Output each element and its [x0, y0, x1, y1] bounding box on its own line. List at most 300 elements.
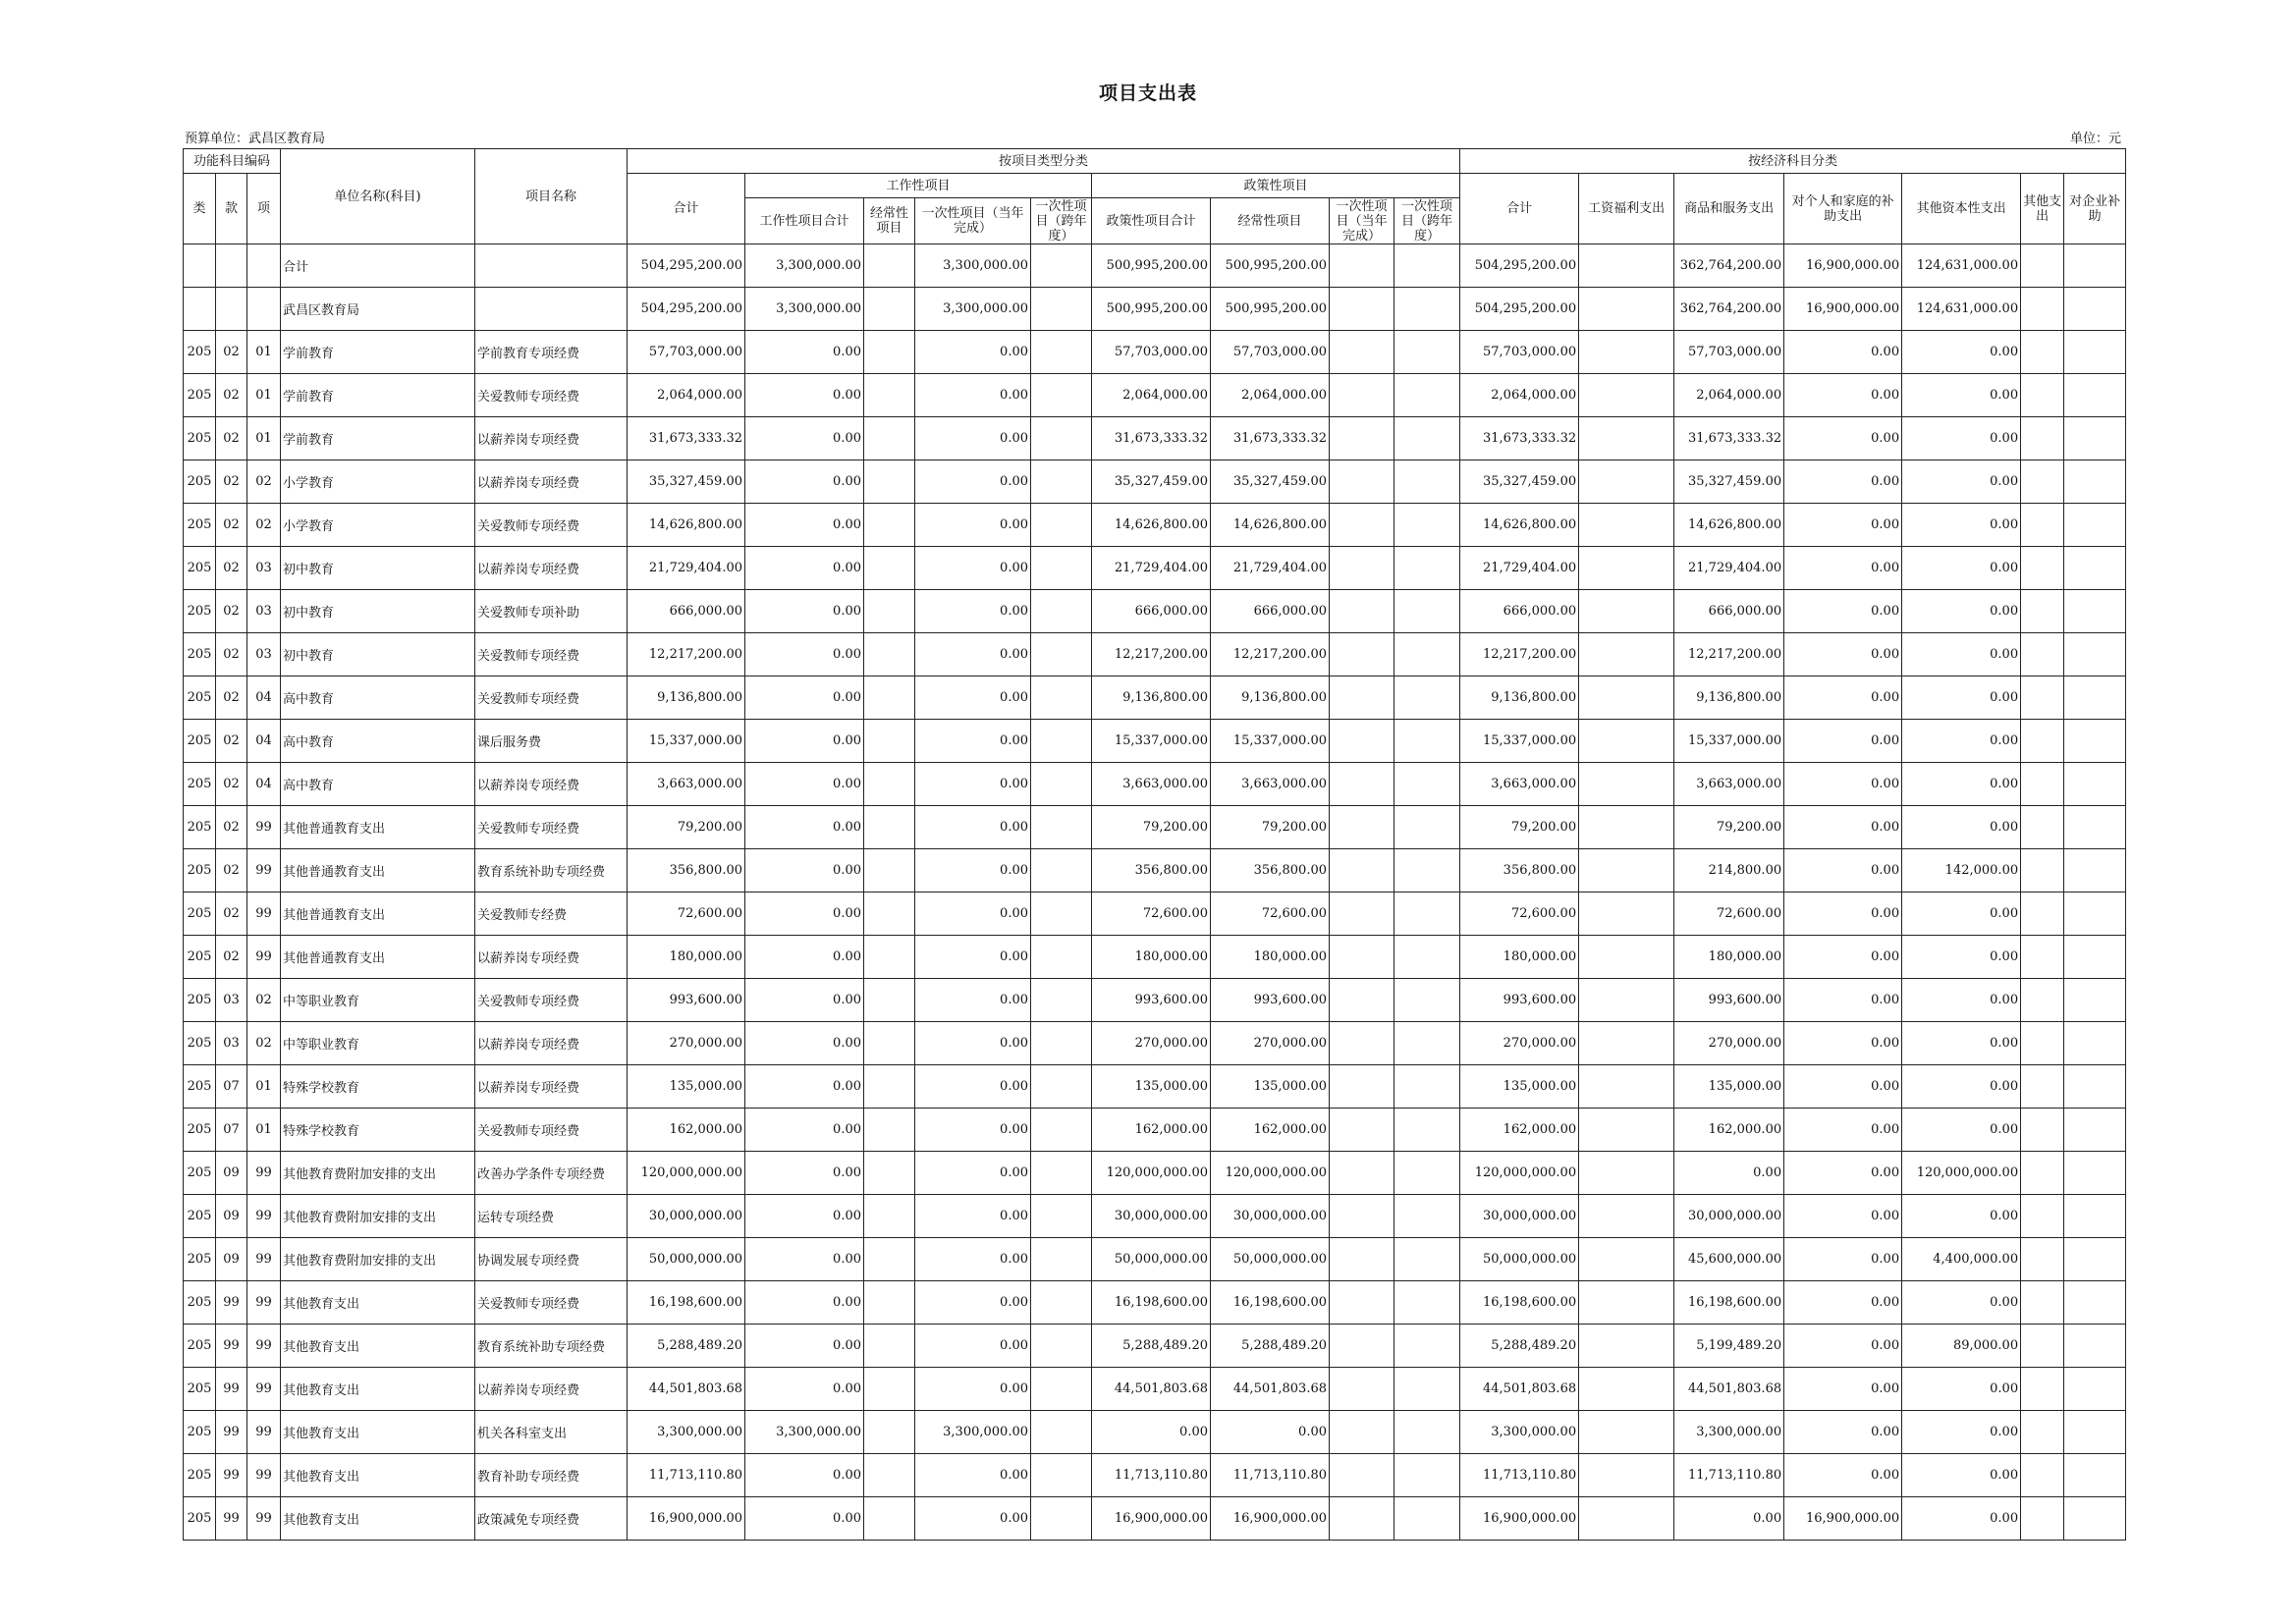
cell-unit: 初中教育	[281, 590, 475, 633]
cell-capital: 0.00	[1902, 460, 2021, 504]
cell-onetime-cur: 0.00	[915, 504, 1031, 547]
cell-work-total: 0.00	[745, 893, 864, 936]
cell-total: 3,300,000.00	[628, 1411, 745, 1454]
cell-onetime-cross	[1031, 504, 1092, 547]
cell-goods: 180,000.00	[1674, 936, 1784, 979]
cell-goods: 57,703,000.00	[1674, 331, 1784, 374]
cell-enterprise	[2064, 936, 2126, 979]
cell-regular	[864, 244, 915, 288]
cell-xiang: 99	[247, 1368, 281, 1411]
cell-onetime-cross	[1031, 633, 1092, 676]
cell-p-onetime-cur	[1330, 633, 1394, 676]
cell-personal: 16,900,000.00	[1784, 288, 1902, 331]
cell-kuan: 99	[216, 1368, 247, 1411]
cell-enterprise	[2064, 806, 2126, 849]
cell-econ-total: 666,000.00	[1460, 590, 1579, 633]
cell-capital: 0.00	[1902, 806, 2021, 849]
other-capital-header: 其他资本性支出	[1902, 174, 2021, 244]
cell-onetime-cross	[1031, 590, 1092, 633]
cell-unit: 高中教育	[281, 676, 475, 720]
cell-goods: 270,000.00	[1674, 1022, 1784, 1065]
cell-policy-total: 50,000,000.00	[1092, 1238, 1211, 1281]
cell-total: 16,198,600.00	[628, 1281, 745, 1325]
cell-p-onetime-cross	[1394, 1368, 1460, 1411]
cell-econ-total: 504,295,200.00	[1460, 244, 1579, 288]
cell-xiang: 02	[247, 1022, 281, 1065]
cell-policy-regular: 16,900,000.00	[1211, 1497, 1330, 1541]
cell-econ-total: 12,217,200.00	[1460, 633, 1579, 676]
cell-regular	[864, 893, 915, 936]
cell-goods: 30,000,000.00	[1674, 1195, 1784, 1238]
cell-policy-regular: 72,600.00	[1211, 893, 1330, 936]
cell-total: 3,663,000.00	[628, 763, 745, 806]
enterprise-header: 对企业补助	[2064, 174, 2126, 244]
cell-other	[2021, 1497, 2064, 1541]
cell-onetime-cur: 0.00	[915, 417, 1031, 460]
cell-kuan: 02	[216, 460, 247, 504]
table-row	[184, 979, 2126, 1022]
work-total-header: 工作性项目合计	[745, 198, 864, 244]
cell-econ-total: 57,703,000.00	[1460, 331, 1579, 374]
cell-enterprise	[2064, 1325, 2126, 1368]
cell-econ-total: 993,600.00	[1460, 979, 1579, 1022]
cell-salary	[1579, 720, 1674, 763]
cell-unit: 合计	[281, 244, 475, 288]
cell-onetime-cur: 0.00	[915, 1497, 1031, 1541]
cell-unit: 其他教育费附加安排的支出	[281, 1238, 475, 1281]
cell-project: 以薪养岗专项经费	[475, 1065, 628, 1109]
cell-onetime-cur: 0.00	[915, 1454, 1031, 1497]
cell-salary	[1579, 849, 1674, 893]
cell-total: 5,288,489.20	[628, 1325, 745, 1368]
cell-p-onetime-cur	[1330, 1065, 1394, 1109]
cell-kuan: 99	[216, 1411, 247, 1454]
cell-enterprise	[2064, 417, 2126, 460]
cell-unit: 其他教育费附加安排的支出	[281, 1195, 475, 1238]
cell-policy-regular: 3,663,000.00	[1211, 763, 1330, 806]
cell-kuan: 99	[216, 1497, 247, 1541]
cell-p-onetime-cur	[1330, 763, 1394, 806]
cell-lei: 205	[184, 849, 216, 893]
cell-onetime-cross	[1031, 1281, 1092, 1325]
cell-salary	[1579, 1109, 1674, 1152]
cell-lei: 205	[184, 676, 216, 720]
personal-header: 对个人和家庭的补助支出	[1784, 174, 1902, 244]
cell-capital: 0.00	[1902, 763, 2021, 806]
cell-project: 关爱教师专经费	[475, 893, 628, 936]
cell-policy-total: 3,663,000.00	[1092, 763, 1211, 806]
table-row	[184, 1454, 2126, 1497]
cell-project: 关爱教师专项经费	[475, 633, 628, 676]
cell-capital: 0.00	[1902, 979, 2021, 1022]
cell-econ-total: 72,600.00	[1460, 893, 1579, 936]
cell-policy-total: 16,900,000.00	[1092, 1497, 1211, 1541]
table-row	[184, 244, 2126, 288]
cell-salary	[1579, 893, 1674, 936]
cell-p-onetime-cur	[1330, 720, 1394, 763]
table-row	[184, 936, 2126, 979]
cell-policy-total: 72,600.00	[1092, 893, 1211, 936]
policy-regular-header: 经常性项目	[1211, 198, 1330, 244]
cell-other	[2021, 849, 2064, 893]
cell-onetime-cross	[1031, 374, 1092, 417]
cell-capital: 0.00	[1902, 1411, 2021, 1454]
cell-onetime-cross	[1031, 460, 1092, 504]
cell-policy-regular: 11,713,110.80	[1211, 1454, 1330, 1497]
cell-unit: 其他教育支出	[281, 1497, 475, 1541]
cell-policy-total: 993,600.00	[1092, 979, 1211, 1022]
cell-goods: 79,200.00	[1674, 806, 1784, 849]
cell-project: 关爱教师专项经费	[475, 504, 628, 547]
cell-goods: 2,064,000.00	[1674, 374, 1784, 417]
cell-p-onetime-cross	[1394, 1281, 1460, 1325]
table-row	[184, 1152, 2126, 1195]
cell-enterprise	[2064, 590, 2126, 633]
cell-lei: 205	[184, 1325, 216, 1368]
cell-onetime-cur: 0.00	[915, 633, 1031, 676]
cell-regular	[864, 763, 915, 806]
cell-work-total: 0.00	[745, 1368, 864, 1411]
cell-project: 关爱教师专项经费	[475, 374, 628, 417]
cell-econ-total: 21,729,404.00	[1460, 547, 1579, 590]
cell-xiang: 02	[247, 979, 281, 1022]
cell-onetime-cross	[1031, 1109, 1092, 1152]
other-header: 其他支出	[2021, 174, 2064, 244]
cell-enterprise	[2064, 1152, 2126, 1195]
cell-enterprise	[2064, 1497, 2126, 1541]
cell-personal: 16,900,000.00	[1784, 1497, 1902, 1541]
cell-regular	[864, 633, 915, 676]
cell-p-onetime-cur	[1330, 1454, 1394, 1497]
cell-econ-total: 120,000,000.00	[1460, 1152, 1579, 1195]
cell-p-onetime-cross	[1394, 547, 1460, 590]
cell-personal: 0.00	[1784, 806, 1902, 849]
cell-onetime-cur: 0.00	[915, 1368, 1031, 1411]
cell-unit: 其他教育费附加安排的支出	[281, 1152, 475, 1195]
cell-goods: 993,600.00	[1674, 979, 1784, 1022]
cell-kuan: 02	[216, 504, 247, 547]
cell-xiang: 99	[247, 1454, 281, 1497]
cell-salary	[1579, 806, 1674, 849]
cell-work-total: 0.00	[745, 417, 864, 460]
cell-regular	[864, 936, 915, 979]
cell-regular	[864, 1238, 915, 1281]
cell-regular	[864, 1152, 915, 1195]
cell-unit: 高中教育	[281, 720, 475, 763]
cell-project: 关爱教师专项经费	[475, 676, 628, 720]
cell-onetime-cross	[1031, 547, 1092, 590]
cell-p-onetime-cross	[1394, 849, 1460, 893]
cell-goods: 35,327,459.00	[1674, 460, 1784, 504]
cell-unit: 武昌区教育局	[281, 288, 475, 331]
cell-other	[2021, 590, 2064, 633]
cell-policy-regular: 16,198,600.00	[1211, 1281, 1330, 1325]
cell-onetime-cur: 0.00	[915, 1022, 1031, 1065]
cell-policy-regular: 9,136,800.00	[1211, 676, 1330, 720]
cell-other	[2021, 1411, 2064, 1454]
cell-work-total: 3,300,000.00	[745, 288, 864, 331]
cell-personal: 0.00	[1784, 547, 1902, 590]
cell-enterprise	[2064, 1065, 2126, 1109]
cell-policy-total: 666,000.00	[1092, 590, 1211, 633]
cell-regular	[864, 720, 915, 763]
cell-salary	[1579, 288, 1674, 331]
cell-salary	[1579, 590, 1674, 633]
cell-capital: 89,000.00	[1902, 1325, 2021, 1368]
cell-other	[2021, 936, 2064, 979]
cell-salary	[1579, 1368, 1674, 1411]
cell-salary	[1579, 1022, 1674, 1065]
cell-policy-total: 35,327,459.00	[1092, 460, 1211, 504]
cell-lei: 205	[184, 590, 216, 633]
cell-kuan: 99	[216, 1281, 247, 1325]
cell-project: 学前教育专项经费	[475, 331, 628, 374]
cell-unit: 高中教育	[281, 763, 475, 806]
unit-name-header: 单位名称(科目)	[281, 149, 475, 244]
cell-xiang: 99	[247, 1152, 281, 1195]
cell-personal: 0.00	[1784, 1022, 1902, 1065]
salary-header: 工资福利支出	[1579, 174, 1674, 244]
cell-policy-regular: 30,000,000.00	[1211, 1195, 1330, 1238]
cell-work-total: 0.00	[745, 1152, 864, 1195]
cell-policy-total: 21,729,404.00	[1092, 547, 1211, 590]
cell-policy-total: 356,800.00	[1092, 849, 1211, 893]
cell-policy-total: 14,626,800.00	[1092, 504, 1211, 547]
work-projects-header: 工作性项目	[745, 174, 1092, 198]
cell-xiang: 99	[247, 936, 281, 979]
cell-onetime-cur: 0.00	[915, 806, 1031, 849]
cell-unit: 其他普通教育支出	[281, 893, 475, 936]
cell-p-onetime-cross	[1394, 806, 1460, 849]
cell-lei: 205	[184, 806, 216, 849]
table-row	[184, 417, 2126, 460]
cell-other	[2021, 763, 2064, 806]
cell-onetime-cross	[1031, 1238, 1092, 1281]
cell-onetime-cross	[1031, 676, 1092, 720]
cell-p-onetime-cur	[1330, 806, 1394, 849]
cell-goods: 15,337,000.00	[1674, 720, 1784, 763]
cell-personal: 0.00	[1784, 1195, 1902, 1238]
cell-onetime-cur: 0.00	[915, 1281, 1031, 1325]
cell-capital: 0.00	[1902, 676, 2021, 720]
cell-econ-total: 504,295,200.00	[1460, 288, 1579, 331]
cell-econ-total: 15,337,000.00	[1460, 720, 1579, 763]
cell-onetime-cur: 0.00	[915, 1238, 1031, 1281]
cell-capital: 0.00	[1902, 1195, 2021, 1238]
cell-regular	[864, 1325, 915, 1368]
cell-onetime-cur: 0.00	[915, 547, 1031, 590]
cell-unit: 其他普通教育支出	[281, 936, 475, 979]
cell-total: 79,200.00	[628, 806, 745, 849]
cell-capital: 0.00	[1902, 504, 2021, 547]
cell-total: 72,600.00	[628, 893, 745, 936]
cell-work-total: 0.00	[745, 1454, 864, 1497]
cell-onetime-cross	[1031, 288, 1092, 331]
cell-econ-total: 16,198,600.00	[1460, 1281, 1579, 1325]
type-total-header: 合计	[628, 174, 745, 244]
cell-personal: 0.00	[1784, 936, 1902, 979]
cell-policy-total: 500,995,200.00	[1092, 288, 1211, 331]
cell-lei: 205	[184, 633, 216, 676]
cell-goods: 31,673,333.32	[1674, 417, 1784, 460]
cell-work-total: 0.00	[745, 763, 864, 806]
cell-policy-regular: 120,000,000.00	[1211, 1152, 1330, 1195]
cell-regular	[864, 1022, 915, 1065]
cell-policy-total: 9,136,800.00	[1092, 676, 1211, 720]
cell-work-total: 0.00	[745, 979, 864, 1022]
cell-p-onetime-cur	[1330, 547, 1394, 590]
cell-kuan: 02	[216, 936, 247, 979]
cell-lei	[184, 288, 216, 331]
cell-personal: 0.00	[1784, 504, 1902, 547]
cell-work-total: 0.00	[745, 936, 864, 979]
cell-personal: 0.00	[1784, 676, 1902, 720]
cell-personal: 0.00	[1784, 979, 1902, 1022]
cell-other	[2021, 1109, 2064, 1152]
cell-regular	[864, 1065, 915, 1109]
cell-policy-total: 162,000.00	[1092, 1109, 1211, 1152]
cell-onetime-cross	[1031, 1368, 1092, 1411]
cell-capital: 0.00	[1902, 720, 2021, 763]
cell-lei: 205	[184, 720, 216, 763]
cell-p-onetime-cross	[1394, 288, 1460, 331]
cell-salary	[1579, 763, 1674, 806]
cell-enterprise	[2064, 331, 2126, 374]
cell-project: 机关各科室支出	[475, 1411, 628, 1454]
cell-project: 教育补助专项经费	[475, 1454, 628, 1497]
cell-onetime-cross	[1031, 893, 1092, 936]
cell-p-onetime-cross	[1394, 417, 1460, 460]
cell-total: 504,295,200.00	[628, 244, 745, 288]
cell-policy-regular: 666,000.00	[1211, 590, 1330, 633]
cell-other	[2021, 417, 2064, 460]
cell-salary	[1579, 417, 1674, 460]
cell-onetime-cur: 3,300,000.00	[915, 1411, 1031, 1454]
cell-salary	[1579, 547, 1674, 590]
table-row	[184, 1109, 2126, 1152]
cell-onetime-cur: 0.00	[915, 590, 1031, 633]
cell-unit: 初中教育	[281, 547, 475, 590]
cell-policy-total: 31,673,333.32	[1092, 417, 1211, 460]
cell-kuan: 02	[216, 590, 247, 633]
cell-onetime-cross	[1031, 1022, 1092, 1065]
table-row	[184, 1022, 2126, 1065]
cell-enterprise	[2064, 547, 2126, 590]
cell-salary	[1579, 460, 1674, 504]
cell-capital: 124,631,000.00	[1902, 288, 2021, 331]
cell-regular	[864, 288, 915, 331]
cell-regular	[864, 331, 915, 374]
cell-other	[2021, 1368, 2064, 1411]
cell-regular	[864, 460, 915, 504]
cell-goods: 0.00	[1674, 1152, 1784, 1195]
cell-kuan: 02	[216, 849, 247, 893]
table-row	[184, 763, 2126, 806]
cell-xiang: 99	[247, 1238, 281, 1281]
cell-policy-total: 135,000.00	[1092, 1065, 1211, 1109]
page-title: 项目支出表	[1098, 82, 1197, 104]
cell-p-onetime-cross	[1394, 1411, 1460, 1454]
cell-policy-regular: 500,995,200.00	[1211, 288, 1330, 331]
cell-salary	[1579, 1497, 1674, 1541]
cell-salary	[1579, 1065, 1674, 1109]
cell-xiang: 03	[247, 590, 281, 633]
cell-regular	[864, 849, 915, 893]
cell-regular	[864, 676, 915, 720]
cell-p-onetime-cur	[1330, 1109, 1394, 1152]
cell-econ-total: 3,300,000.00	[1460, 1411, 1579, 1454]
cell-xiang: 03	[247, 547, 281, 590]
cell-capital: 120,000,000.00	[1902, 1152, 2021, 1195]
cell-onetime-cur: 0.00	[915, 893, 1031, 936]
cell-project: 关爱教师专项补助	[475, 590, 628, 633]
cell-p-onetime-cur	[1330, 936, 1394, 979]
regular-header: 经常性项目	[864, 198, 915, 244]
cell-econ-total: 162,000.00	[1460, 1109, 1579, 1152]
cell-personal: 0.00	[1784, 1109, 1902, 1152]
cell-total: 993,600.00	[628, 979, 745, 1022]
cell-project: 以薪养岗专项经费	[475, 417, 628, 460]
cell-work-total: 0.00	[745, 676, 864, 720]
cell-onetime-cross	[1031, 979, 1092, 1022]
cell-policy-regular: 180,000.00	[1211, 936, 1330, 979]
cell-kuan: 02	[216, 720, 247, 763]
cell-onetime-cur: 0.00	[915, 676, 1031, 720]
cell-other	[2021, 893, 2064, 936]
cell-lei: 205	[184, 763, 216, 806]
cell-regular	[864, 1368, 915, 1411]
cell-policy-total: 500,995,200.00	[1092, 244, 1211, 288]
cell-policy-regular: 31,673,333.32	[1211, 417, 1330, 460]
cell-goods: 12,217,200.00	[1674, 633, 1784, 676]
cell-p-onetime-cross	[1394, 676, 1460, 720]
table-row	[184, 633, 2126, 676]
cell-policy-total: 180,000.00	[1092, 936, 1211, 979]
cell-project: 教育系统补助专项经费	[475, 1325, 628, 1368]
cell-total: 135,000.00	[628, 1065, 745, 1109]
cell-project: 关爱教师专项经费	[475, 1109, 628, 1152]
cell-xiang: 01	[247, 374, 281, 417]
cell-other	[2021, 504, 2064, 547]
cell-policy-total: 120,000,000.00	[1092, 1152, 1211, 1195]
econ-total-header: 合计	[1460, 174, 1579, 244]
table-row	[184, 806, 2126, 849]
cell-capital: 0.00	[1902, 1368, 2021, 1411]
cell-goods: 14,626,800.00	[1674, 504, 1784, 547]
budget-unit-label: 预算单位：武昌区教育局	[185, 132, 326, 146]
cell-lei: 205	[184, 331, 216, 374]
cell-lei: 205	[184, 417, 216, 460]
cell-kuan: 02	[216, 331, 247, 374]
cell-onetime-cur: 0.00	[915, 1065, 1031, 1109]
cell-econ-total: 9,136,800.00	[1460, 676, 1579, 720]
cell-goods: 666,000.00	[1674, 590, 1784, 633]
cell-onetime-cross	[1031, 244, 1092, 288]
cell-regular	[864, 979, 915, 1022]
cell-total: 31,673,333.32	[628, 417, 745, 460]
cell-p-onetime-cross	[1394, 244, 1460, 288]
cell-enterprise	[2064, 460, 2126, 504]
cell-policy-total: 57,703,000.00	[1092, 331, 1211, 374]
cell-unit: 小学教育	[281, 460, 475, 504]
cell-unit: 其他普通教育支出	[281, 849, 475, 893]
cell-p-onetime-cross	[1394, 893, 1460, 936]
cell-policy-regular: 135,000.00	[1211, 1065, 1330, 1109]
cell-work-total: 0.00	[745, 1109, 864, 1152]
cell-salary	[1579, 331, 1674, 374]
onetime-cross-header: 一次性项目（跨年度）	[1031, 198, 1092, 244]
cell-kuan: 02	[216, 417, 247, 460]
